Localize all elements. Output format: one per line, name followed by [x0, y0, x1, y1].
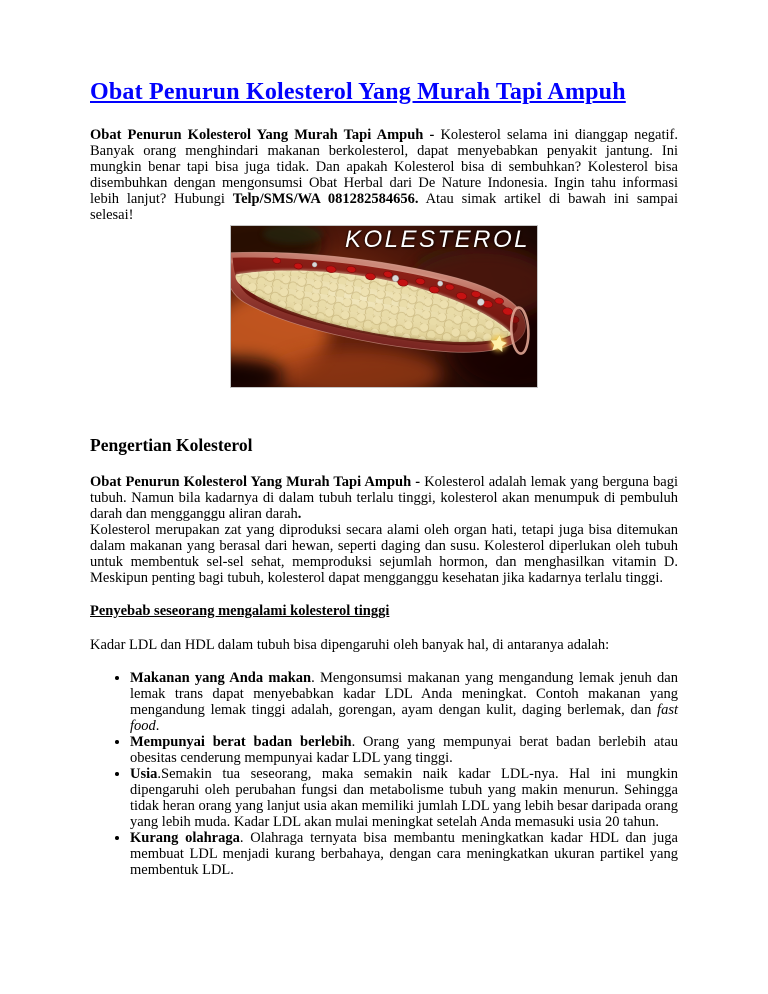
pengertian-paragraph-2: Kolesterol merupakan zat yang diproduksi secara alami oleh organ hati, tetapi juga bisa ditemukan dalam makanan yang berasal dari hewan, seperti daging dan susu. Kolesterol diperlukan oleh tubuh untuk membentuk sel-sel sehat, memproduksi sejumlah hormon, dan menghasilkan vitamin D. Meskipun penting bagi tubuh, kolesterol dapat mengganggu kesehatan jika kadarnya terlalu tinggi.: [90, 522, 678, 586]
pengertian-tail-bold: .: [297, 506, 302, 522]
pengertian-paragraph-1: [90, 474, 678, 522]
list-item-berat-badan: [130, 734, 678, 766]
section-heading-penyebab: Penyebab seseorang mengalami kolesterol tinggi: [90, 603, 390, 619]
bullet-lead-bold: Kurang olahraga: [130, 830, 240, 846]
cause-list: [90, 670, 678, 878]
bullet-text: . Mengonsumsi makanan yang mengandung lemak jenuh dan lemak trans dapat menyebabkan kadar LDL Anda meningkat. Contoh makanan yang mengandung lemak tinggi adalah, gorengan, ayam dengan kulit, daging berlemak, dan: [130, 670, 678, 718]
list-item-kurang-olahraga: [130, 830, 678, 878]
list-item-makanan: [130, 670, 678, 734]
bullet-lead-bold: Makanan yang Anda makan: [130, 670, 312, 686]
bullet-tail: .: [155, 718, 160, 734]
phone-contact: Telp/SMS/WA 081282584656.: [232, 191, 419, 207]
bullet-lead-bold: Mempunyai berat badan berlebih: [130, 734, 352, 750]
pengertian-lead-bold: Obat Penurun Kolesterol Yang Murah Tapi Ampuh -: [90, 474, 425, 490]
pengertian-body-text: Kolesterol adalah lemak yang berguna bagi tubuh. Namun bila kadarnya di dalam tubuh terlalu tinggi, kolesterol akan menumpuk di pembuluh darah dan mengganggu aliran darah: [90, 474, 678, 522]
page-title[interactable]: Obat Penurun Kolesterol Yang Murah Tapi Ampuh: [90, 79, 626, 105]
bullet-lead-bold: Usia: [130, 766, 158, 782]
bullet-text: . Orang yang mempunyai berat badan berlebih atau obesitas cenderung mempunyai kadar LDL yang tinggi.: [130, 734, 679, 766]
bullet-italic: fast food: [130, 702, 678, 734]
intro-paragraph: [90, 127, 678, 223]
list-item-usia: [130, 766, 678, 830]
section-heading-pengertian: Pengertian Kolesterol: [90, 435, 253, 455]
hero-image-caption: KOLESTEROL: [344, 226, 530, 253]
intro-body-text: Kolesterol selama ini dianggap negatif. Banyak orang menghindari makanan berkolesterol, dapat menyebabkan penyakit jantung. Ini mungkin benar tapi bisa juga tidak. Dan apakah Kolesterol bisa di sembuhkan? Kolesterol bisa disembuhkan dengan mengonsumsi Obat Herbal dari De Nature Indonesia. Ingin tahu informasi lebih lanjut? Hubungi: [90, 127, 679, 207]
bullet-text: .Semakin tua seseorang, maka semakin naik kadar LDL-nya. Hal ini mungkin dipengaruhi oleh perubahan fungsi dan metabolisme tubuh yang makin menurun. Sehingga tidak heran orang yang lanjut usia akan memiliki jumlah LDL yang lebih besar daripada orang yang lebih muda. Kadar LDL akan mulai meningkat setelah Anda memasuki usia 20 tahun.: [130, 766, 678, 830]
hero-image: [230, 225, 538, 388]
intro-lead-bold: Obat Penurun Kolesterol Yang Murah Tapi Ampuh -: [90, 127, 441, 143]
bullet-text: . Olahraga ternyata bisa membantu meningkatkan kadar HDL dan juga membuat LDL menjadi kurang berbahaya, dengan cara meningkatkan ukuran partikel yang membentuk LDL.: [130, 830, 678, 878]
intro-tail-text: Atau simak artikel di bawah ini sampai selesai!: [90, 191, 679, 223]
penyebab-intro: Kadar LDL dan HDL dalam tubuh bisa dipengaruhi oleh banyak hal, di antaranya adalah:: [90, 637, 610, 653]
